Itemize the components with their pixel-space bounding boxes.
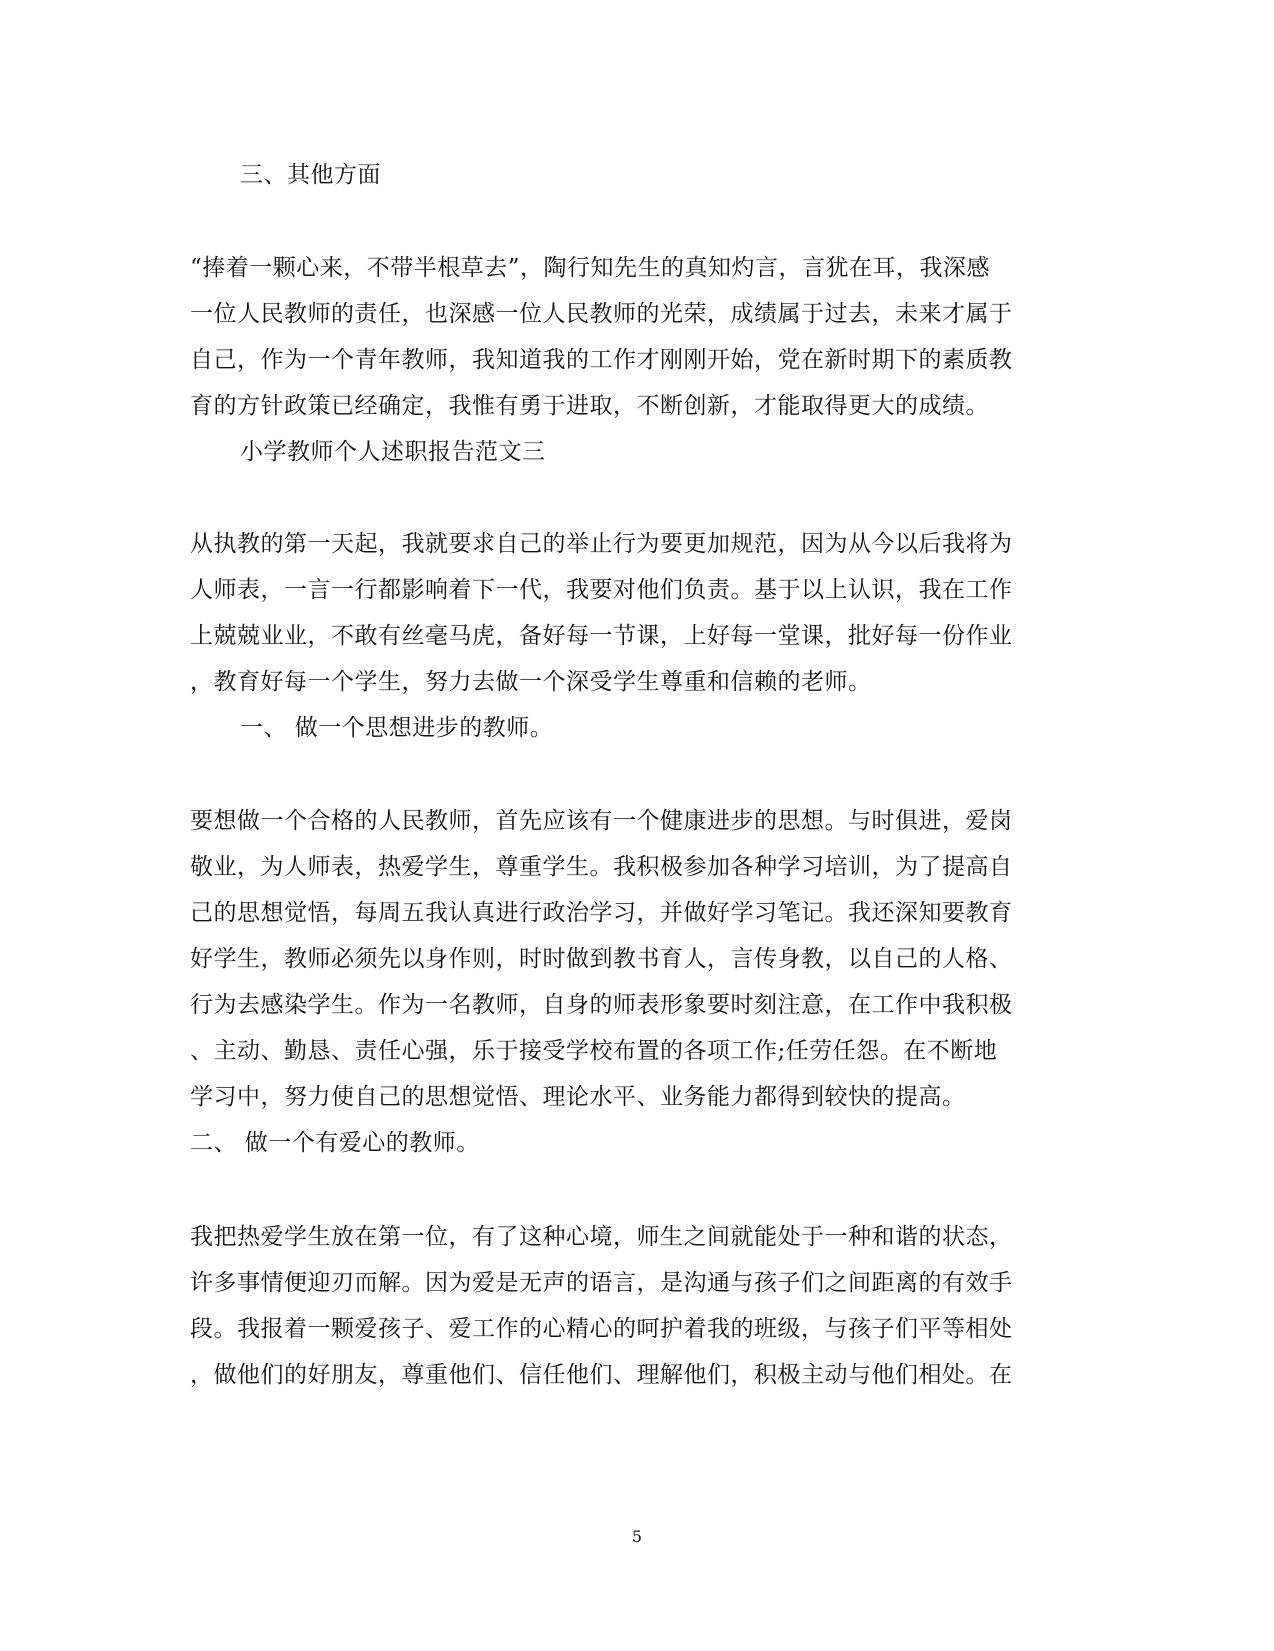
paragraph-line: 我把热爱学生放在第一位，有了这种心境，师生之间就能处于一种和谐的状态， [190, 1224, 1013, 1250]
paragraph-line: 好学生，教师必须先以身作则，时时做到教书育人，言传身教，以自己的人格、 [190, 946, 1013, 972]
paragraph-line: 敬业，为人师表，热爱学生，尊重学生。我积极参加各种学习培训，为了提高自 [190, 854, 1013, 880]
paragraph-line: ，做他们的好朋友，尊重他们、信任他们、理解他们，积极主动与他们相处。在 [190, 1362, 1013, 1388]
section-heading-1: 一、 做一个思想进步的教师。 [240, 715, 554, 741]
paragraph-line: 从执教的第一天起，我就要求自己的举止行为要更加规范，因为从今以后我将为 [190, 531, 1013, 557]
paragraph-line: 上兢兢业业，不敢有丝毫马虎，备好每一节课，上好每一堂课，批好每一份作业 [190, 623, 1013, 649]
paragraph-line: 要想做一个合格的人民教师，首先应该有一个健康进步的思想。与时俱进，爱岗 [190, 808, 1013, 834]
paragraph-line: ，教育好每一个学生，努力去做一个深受学生尊重和信赖的老师。 [190, 669, 872, 695]
paragraph-line: 育的方针政策已经确定，我惟有勇于进取，不断创新，才能取得更大的成绩。 [190, 393, 989, 419]
report-title: 小学教师个人述职报告范文三 [240, 439, 546, 465]
paragraph-line: 己的思想觉悟，每周五我认真进行政治学习，并做好学习笔记。我还深知要教育 [190, 900, 1013, 926]
paragraph-line: 自己，作为一个青年教师，我知道我的工作才刚刚开始，党在新时期下的素质教 [190, 347, 1013, 373]
paragraph-line: 行为去感染学生。作为一名教师，自身的师表形象要时刻注意，在工作中我积极 [190, 992, 1013, 1018]
paragraph-line: 一位人民教师的责任，也深感一位人民教师的光荣，成绩属于过去，未来才属于 [190, 301, 1013, 327]
section-heading-2: 二、 做一个有爱心的教师。 [190, 1130, 480, 1156]
paragraph-line: 许多事情便迎刃而解。因为爱是无声的语言，是沟通与孩子们之间距离的有效手 [190, 1270, 1013, 1296]
paragraph-line: “捧着一颗心来，不带半根草去”，陶行知先生的真知灼言，言犹在耳，我深感 [190, 255, 991, 281]
paragraph-line: 人师表，一言一行都影响着下一代，我要对他们负责。基于以上认识，我在工作 [190, 577, 1013, 603]
page-number: 5 [631, 1527, 643, 1546]
paragraph-line: 学习中，努力使自己的思想觉悟、理论水平、业务能力都得到较快的提高。 [190, 1084, 966, 1110]
paragraph-line: 、主动、勤恳、责任心强，乐于接受学校布置的各项工作;任劳任怨。在不断地 [190, 1038, 998, 1064]
section-heading-other: 三、其他方面 [240, 162, 381, 188]
paragraph-line: 段。我报着一颗爱孩子、爱工作的心精心的呵护着我的班级，与孩子们平等相处 [190, 1316, 1013, 1342]
